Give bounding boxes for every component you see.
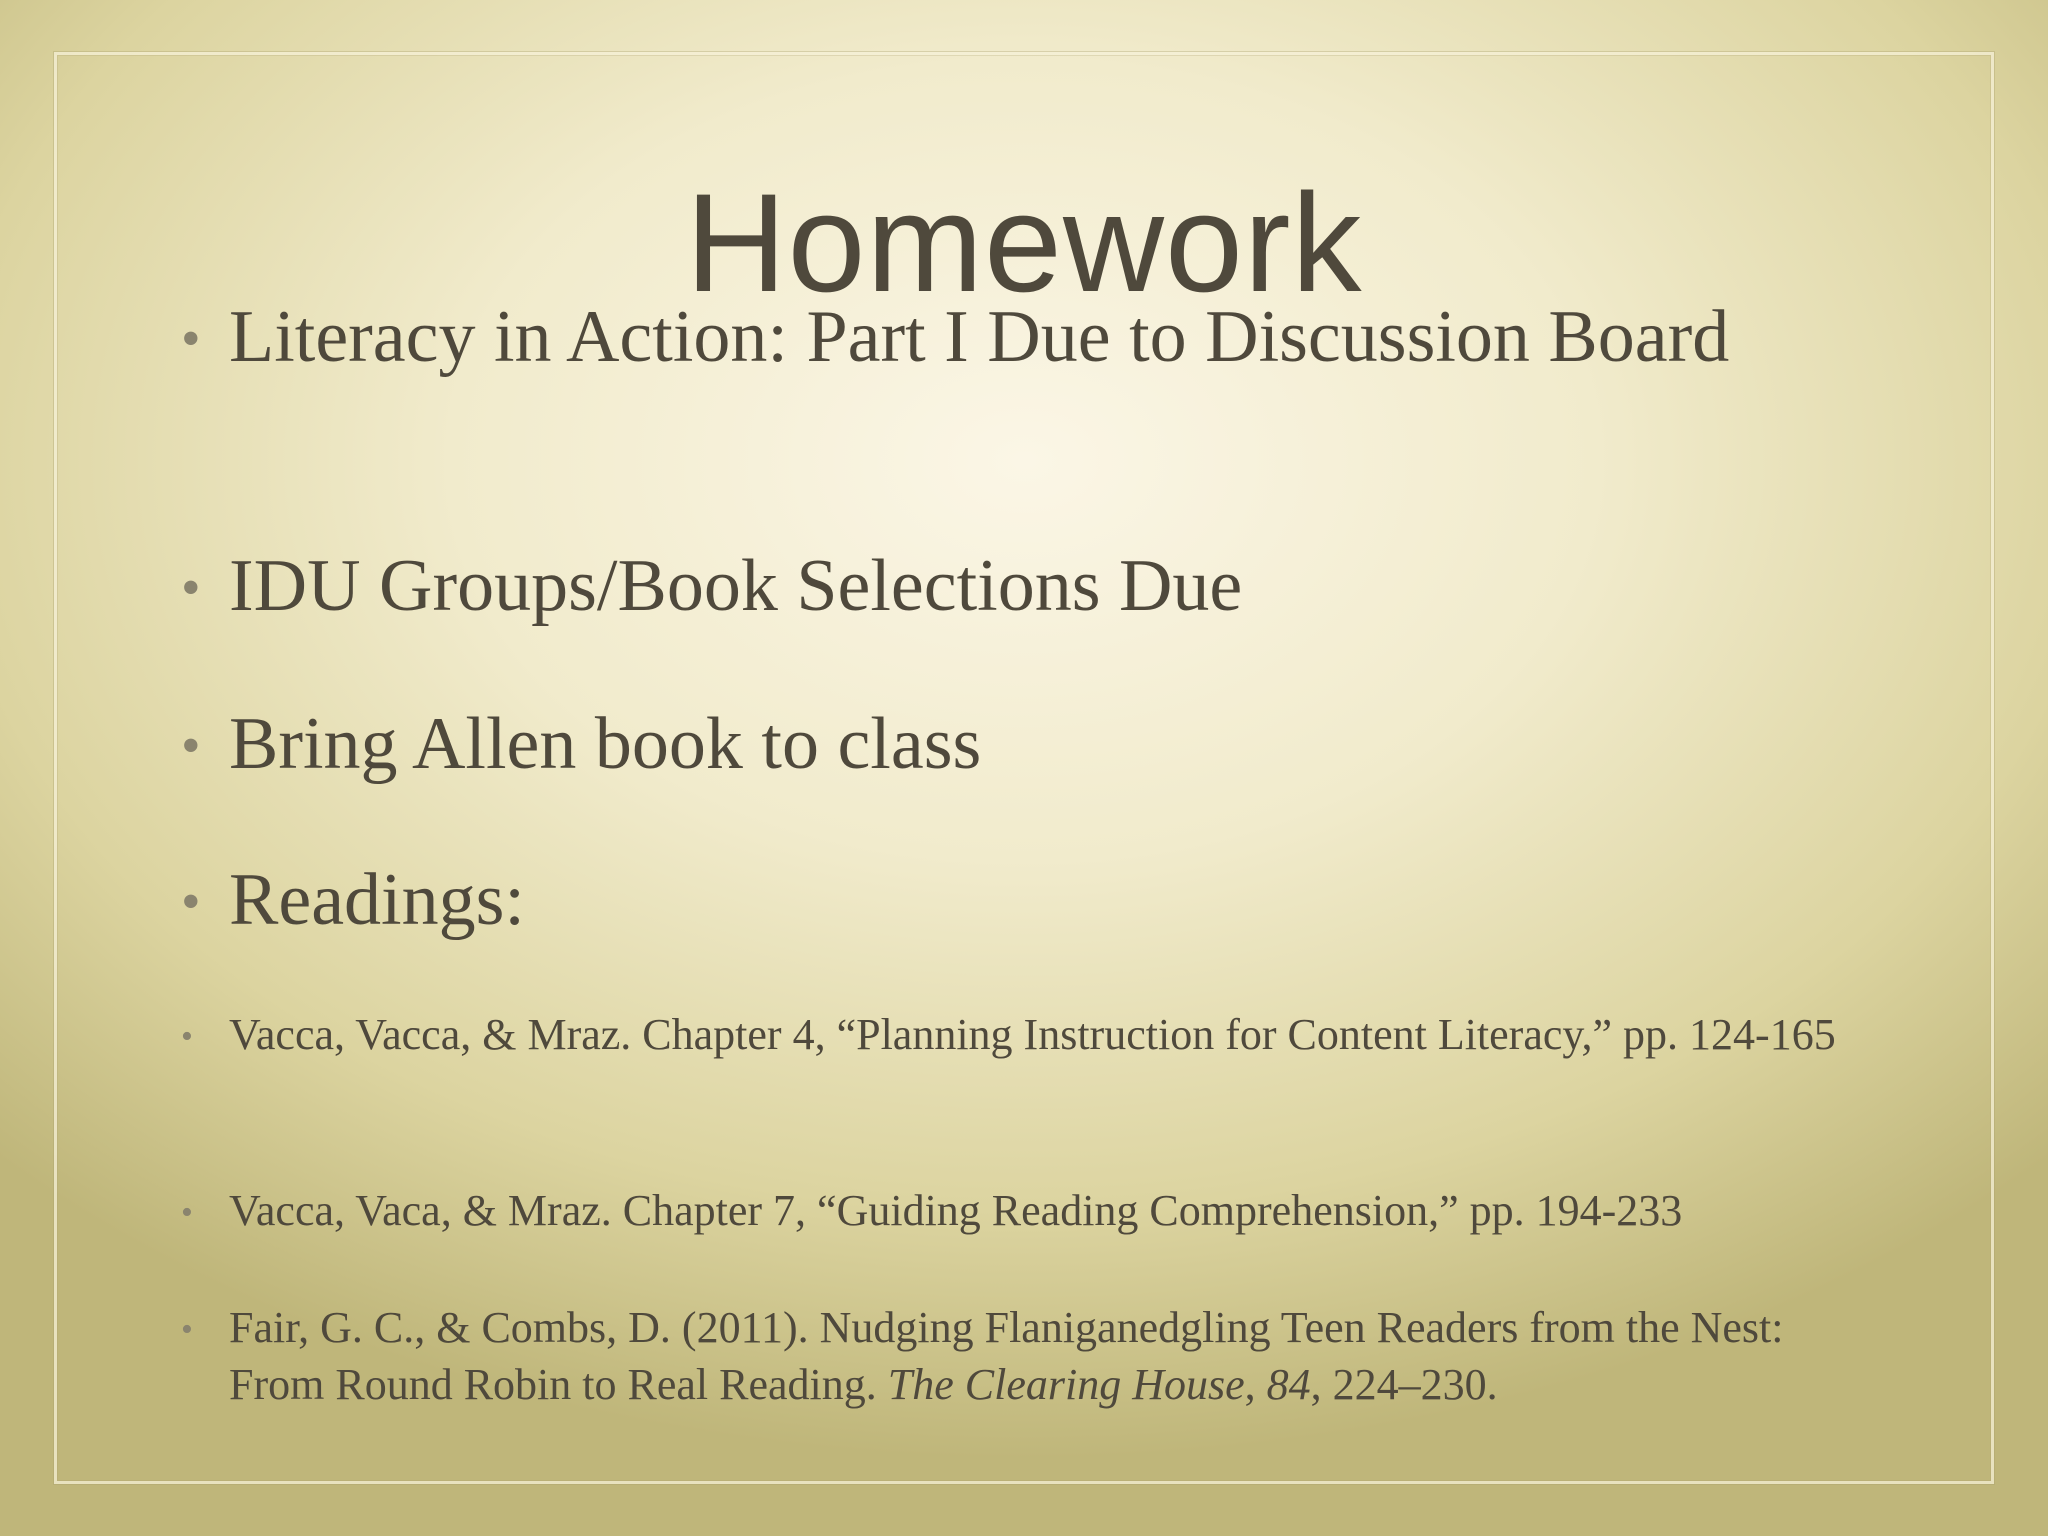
reading-item <box>181 1182 1869 1239</box>
bullet-icon: • <box>181 1194 193 1231</box>
list-item-text: IDU Groups/Book Selections Due <box>229 545 1243 627</box>
citation-separator: , <box>1244 1360 1267 1409</box>
journal-volume: 84 <box>1266 1360 1311 1409</box>
citation-pages: , 224–230. <box>1310 1360 1498 1409</box>
list-item <box>181 538 1869 634</box>
list-item-text: Bring Allen book to class <box>229 703 982 785</box>
list-item <box>181 289 1869 385</box>
citation-text: Fair, G. C., & Combs, D. (2011). Nudging Flaniganedgling Teen Readers from the Nest: From Round Robin to Real Reading. <box>229 1303 1784 1409</box>
list-item <box>181 696 1869 792</box>
bullet-icon: • <box>181 715 201 777</box>
journal-title: The Clearing House <box>887 1360 1245 1409</box>
list-item-text: Literacy in Action: Part I Due to Discussion Board <box>229 296 1730 378</box>
reading-item-text: Vacca, Vaca, & Mraz. Chapter 7, “Guiding Reading Comprehension,” pp. 194-233 <box>229 1186 1683 1235</box>
bullet-icon: • <box>181 1311 193 1348</box>
list-item-text: Readings: <box>229 859 525 941</box>
bullet-icon: • <box>181 557 201 619</box>
reading-item-text <box>229 1303 1784 1409</box>
reading-item-text: Vacca, Vacca, & Mraz. Chapter 4, “Planning Instruction for Content Literacy,” pp. 124-165 <box>229 1010 1836 1059</box>
reading-item <box>181 1006 1869 1063</box>
list-item <box>181 852 1869 948</box>
reading-item <box>181 1299 1869 1413</box>
bullet-icon: • <box>181 1018 193 1055</box>
slide-title: Homework <box>685 164 1363 321</box>
bullet-icon: • <box>181 871 201 933</box>
bullet-icon: • <box>181 308 201 370</box>
